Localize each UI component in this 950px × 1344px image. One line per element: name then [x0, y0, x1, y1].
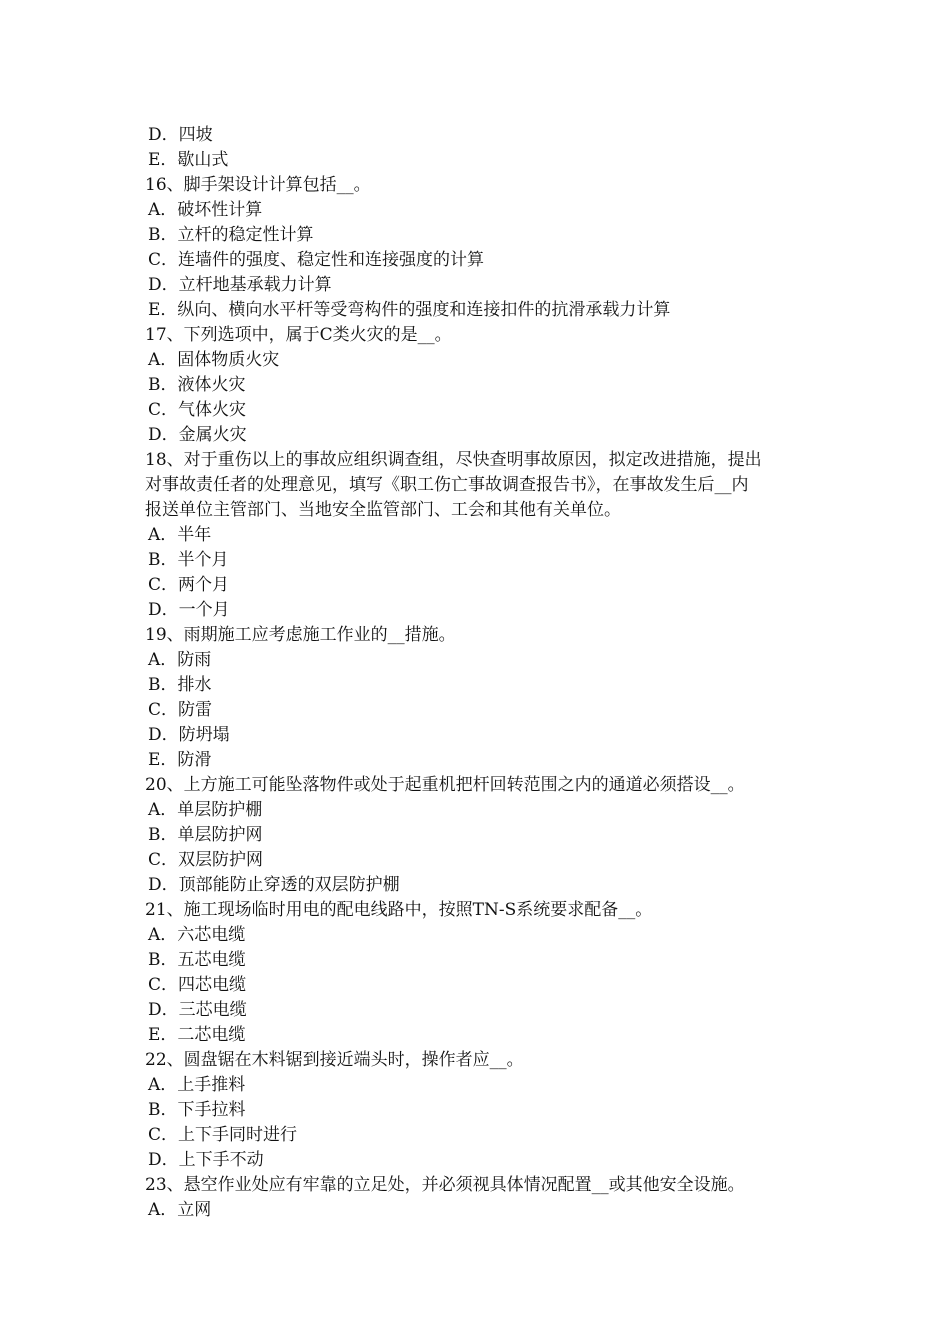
answer-option: A．六芯电缆	[148, 925, 246, 945]
answer-option: B．五芯电缆	[148, 950, 246, 970]
answer-option: D．立杆地基承载力计算	[148, 275, 332, 295]
answer-option: C．双层防护网	[148, 850, 264, 870]
question-text: 16、脚手架设计计算包括__。	[145, 175, 371, 195]
question-text: 21、施工现场临时用电的配电线路中，按照TN-S系统要求配备__。	[145, 900, 653, 920]
question-text: 报送单位主管部门、当地安全监管部门、工会和其他有关单位。	[145, 500, 621, 520]
document-page	[145, 123, 810, 1223]
answer-option: C．两个月	[148, 575, 230, 595]
answer-option: D．金属火灾	[148, 425, 247, 445]
answer-option: C．气体火灾	[148, 400, 247, 420]
answer-option: E．二芯电缆	[148, 1025, 246, 1045]
question-text: 17、下列选项中，属于C类火灾的是__。	[145, 325, 452, 345]
answer-option: B．半个月	[148, 550, 229, 570]
answer-option: E．纵向、横向水平杆等受弯构件的强度和连接扣件的抗滑承载力计算	[148, 300, 671, 320]
answer-option: A．破坏性计算	[148, 200, 263, 220]
answer-option: A．单层防护棚	[148, 800, 263, 820]
answer-option: E．防滑	[148, 750, 212, 770]
answer-option: D．一个月	[148, 600, 230, 620]
answer-option: B．立杆的稳定性计算	[148, 225, 314, 245]
answer-option: C．四芯电缆	[148, 975, 247, 995]
answer-option: C．上下手同时进行	[148, 1125, 298, 1145]
answer-option: D．四坡	[148, 125, 213, 145]
answer-option: D．上下手不动	[148, 1150, 264, 1170]
answer-option: C．连墙件的强度、稳定性和连接强度的计算	[148, 250, 485, 270]
answer-option: A．固体物质火灾	[148, 350, 280, 370]
answer-option: E．歇山式	[148, 150, 229, 170]
answer-option: A．防雨	[148, 650, 212, 670]
question-text: 18、对于重伤以上的事故应组织调查组，尽快查明事故原因，拟定改进措施，提出	[145, 450, 762, 470]
answer-option: B．下手拉料	[148, 1100, 246, 1120]
answer-option: D．防坍塌	[148, 725, 230, 745]
question-text: 对事故责任者的处理意见，填写《职工伤亡事故调查报告书》，在事故发生后__内	[145, 475, 749, 495]
answer-option: B．单层防护网	[148, 825, 263, 845]
answer-option: A．半年	[148, 525, 212, 545]
answer-option: B．液体火灾	[148, 375, 246, 395]
answer-option: D．顶部能防止穿透的双层防护棚	[148, 875, 400, 895]
answer-option: A．上手推料	[148, 1075, 246, 1095]
question-text: 19、雨期施工应考虑施工作业的__措施。	[145, 625, 456, 645]
answer-option: A．立网	[148, 1200, 212, 1220]
answer-option: D．三芯电缆	[148, 1000, 247, 1020]
answer-option: C．防雷	[148, 700, 213, 720]
question-text: 22、圆盘锯在木料锯到接近端头时，操作者应__。	[145, 1050, 524, 1070]
question-text: 20、上方施工可能坠落物件或处于起重机把杆回转范围之内的通道必须搭设__。	[145, 775, 745, 795]
answer-option: B．排水	[148, 675, 212, 695]
question-text: 23、悬空作业处应有牢靠的立足处，并必须视具体情况配置__或其他安全设施。	[145, 1175, 745, 1195]
